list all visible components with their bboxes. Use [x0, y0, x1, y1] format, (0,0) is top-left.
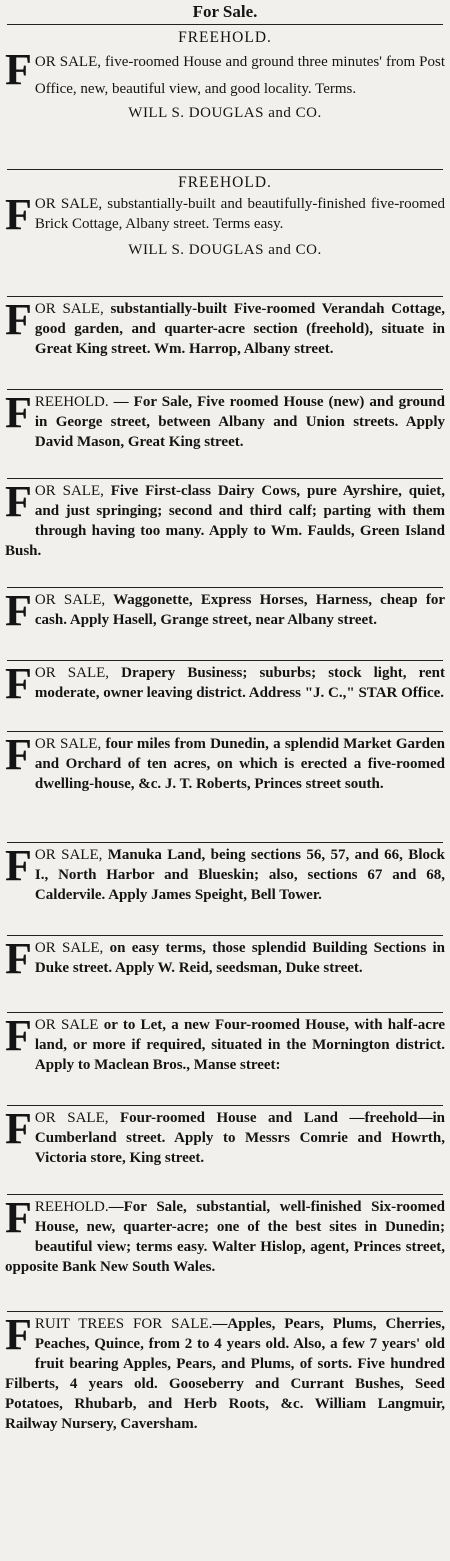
ad-body: [5, 1015, 445, 1075]
ad-body: [5, 734, 445, 794]
ad-6: [5, 588, 445, 660]
drop-cap: F: [5, 1013, 32, 1060]
ad-lead: OR SALE,: [34, 1110, 109, 1126]
ad-5: [5, 479, 445, 587]
ad-body: [5, 45, 445, 103]
ad-14: [5, 1312, 445, 1488]
ad-text: Drapery Business; suburbs; stock light, rent moderate, owner leaving district. Address "J. C.," STAR Office.: [34, 665, 445, 701]
ad-text: five-roomed House and ground three minutes' from Post Office, new, beautiful view, and good locality. Terms.: [34, 54, 445, 97]
ad-body: [5, 481, 445, 561]
ad-text: Four-roomed House and Land —freehold—in Cumberland street. Apply to Messrs Comrie and Howrth, Victoria store, King street.: [34, 1110, 445, 1166]
ad-body: [5, 661, 445, 708]
ad-lead: OR SALE,: [34, 592, 106, 608]
ad-text: four miles from Dunedin, a splendid Market Garden and Orchard of ten acres, on which is erected a five-roomed dwelling-house, &c. J. T. Roberts, Princes street south.: [34, 736, 445, 792]
ad-lead: OR SALE,: [34, 301, 104, 317]
drop-cap: F: [5, 732, 32, 779]
drop-cap: F: [5, 390, 32, 437]
ad-body: [5, 299, 445, 359]
ad-lead: OR SALE,: [34, 665, 110, 681]
ad-lead: OR SALE,: [34, 940, 104, 956]
ad-7: [5, 661, 445, 731]
ad-lead: REEHOLD.: [34, 394, 109, 410]
ad-lead: OR SALE,: [34, 847, 103, 863]
drop-cap: F: [5, 661, 32, 708]
ad-signature: WILL S. DOUGLAS and CO.: [128, 242, 322, 258]
ad-signature: WILL S. DOUGLAS and CO.: [128, 105, 322, 121]
ad-body: [5, 392, 445, 452]
ad-lead: OR SALE,: [34, 483, 104, 499]
drop-cap: F: [5, 1106, 32, 1153]
drop-cap: F: [5, 1195, 32, 1242]
drop-cap: F: [5, 479, 32, 526]
ad-text: Waggonette, Express Horses, Harness, cheap for cash. Apply Hasell, Grange street, near Albany street.: [34, 592, 445, 628]
ad-4: [5, 390, 445, 478]
ad-11: [5, 1013, 445, 1105]
ad-lead: OR SALE,: [34, 196, 103, 212]
ad-lead: OR SALE,: [34, 736, 102, 752]
drop-cap: F: [5, 1312, 32, 1359]
ad-text: Manuka Land, being sections 56, 57, and 66, Block I., North Harbor and Blueskin; also, sections 67 and 68, Caldervile. Apply James Speight, Bell Tower.: [34, 847, 445, 903]
ad-text: —Apples, Pears, Plums, Cherries, Peaches, Quince, from 2 to 4 years old. Also, a few 7 years' old fruit bearing Apples, Pears, and Plums, of sorts. Five hundred Filberts, 4 years old. Gooseberry and Currant Bushes, Seed Potatoes, Rhubarb, and Herb Roots, &c. William Langmuir, Railway Nursery, Caversham.: [5, 1316, 445, 1432]
ad-heading: FREEHOLD.: [178, 29, 272, 46]
ad-13: [5, 1195, 445, 1311]
drop-cap: F: [5, 297, 32, 344]
drop-cap: F: [5, 45, 32, 94]
ad-lead: OR SALE,: [34, 54, 102, 70]
ad-3: [5, 297, 445, 389]
ad-9: [5, 843, 445, 935]
ad-8: [5, 732, 445, 842]
ad-body: [5, 190, 445, 239]
ad-lead: REEHOLD.: [34, 1199, 109, 1215]
ad-body: [5, 936, 445, 983]
ad-body: [5, 1314, 445, 1434]
ad-body: [5, 845, 445, 905]
ad-text: Five First-class Dairy Cows, pure Ayrshire, quiet, and just springing; second and third calf; parting with them through having too many. Apply to Wm. Faulds, Green Island Bush.: [5, 483, 445, 559]
ad-heading: FREEHOLD.: [178, 174, 272, 191]
ad-body: [5, 1197, 445, 1277]
ad-1: [5, 25, 445, 169]
column-title: For Sale.: [192, 2, 258, 21]
drop-cap: F: [5, 190, 32, 239]
ad-2: [5, 170, 445, 296]
ad-text: on easy terms, those splendid Building Sections in Duke street. Apply W. Reid, seedsman, Duke street.: [34, 940, 445, 976]
drop-cap: F: [5, 588, 32, 635]
drop-cap: F: [5, 936, 32, 983]
ad-10: [5, 936, 445, 1012]
ad-lead: RUIT TREES FOR SALE.: [34, 1316, 213, 1332]
ad-12: [5, 1106, 445, 1194]
drop-cap: F: [5, 843, 32, 890]
ad-body: [5, 588, 445, 635]
ad-text: or to Let, a new Four-roomed House, with half-acre land, or more if required, situated in the Mornington district. Apply to Maclean Bros., Manse street:: [34, 1017, 445, 1073]
ad-lead: OR SALE: [34, 1017, 99, 1033]
ad-text: substantially-built Five-roomed Verandah Cottage, good garden, and quarter-acre section (freehold), situate in Great King street. Wm. Harrop, Albany street.: [34, 301, 445, 357]
ad-text: substantially-built and beautifully-finished five-roomed Brick Cottage, Albany street. Terms easy.: [34, 196, 445, 232]
ad-text: —For Sale, substantial, well-finished Six-roomed House, new, quarter-acre; one of the best sites in Dunedin; beautiful view; terms easy. Walter Hislop, agent, Princes street, opposite Bank New South Wales.: [5, 1199, 445, 1275]
ad-body: [5, 1108, 445, 1168]
ad-text: — For Sale, Five roomed House (new) and ground in George street, between Albany and Union streets. Apply David Mason, Great King street.: [34, 394, 445, 450]
